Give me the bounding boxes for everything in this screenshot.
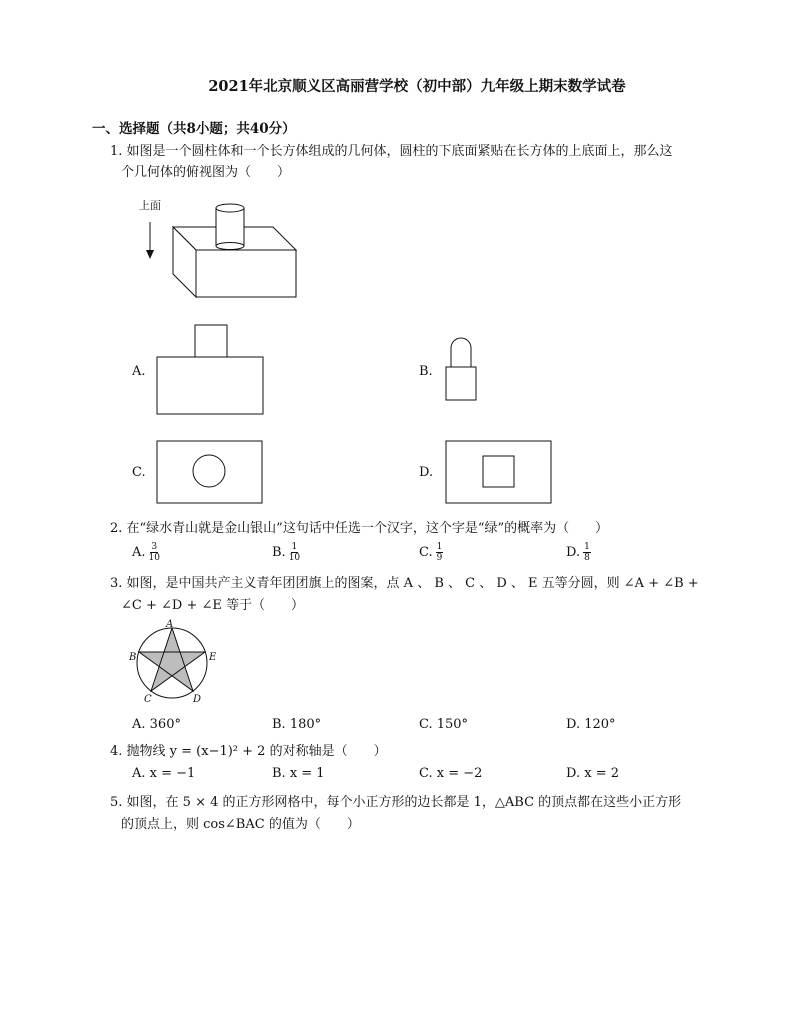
fraction: $\frac{1}{8}$ [584, 542, 590, 563]
q2-option-a[interactable]: A. $\frac{3}{10}$ [132, 542, 160, 563]
q1-option-b-label[interactable]: B. [419, 364, 433, 379]
point-label-c: C [144, 694, 152, 705]
question-5-line-1: 5. 如图，在 5 × 4 的正方形网格中，每个小正方形的边长都是 1，△ABC 的顶点都在这些小正方形 [110, 795, 682, 810]
fraction: $\frac{1}{9}$ [436, 542, 443, 563]
fraction: $\frac{1}{10}$ [288, 542, 301, 563]
question-4-text: 4. 抛物线 y = (x−1)² + 2 的对称轴是（ ） [110, 744, 387, 759]
q4-option-d[interactable]: D. x = 2 [566, 766, 619, 781]
q1-option-a-label[interactable]: A. [132, 364, 146, 379]
question-3-line-1: 3. 如图，是中国共产主义青年团团旗上的图案，点 A 、 B 、 C 、 D 、 E 五等分圆，则 ∠A + ∠B + [110, 576, 699, 591]
point-label-d: D [193, 694, 202, 705]
point-label-e: E [209, 652, 217, 663]
q4-option-c[interactable]: C. x = −2 [419, 766, 483, 781]
q2-option-b[interactable]: B. $\frac{1}{10}$ [272, 542, 301, 563]
page-title: 2021年北京顺义区高丽营学校（初中部）九年级上期末数学试卷 [208, 78, 626, 95]
point-label-a: A [166, 619, 174, 630]
figure-label-top: 上面 [139, 199, 161, 212]
point-label-b: B [129, 652, 137, 663]
q1-option-c-label[interactable]: C. [132, 465, 146, 480]
question-5-line-2: 的顶点上，则 cos∠BAC 的值为（ ） [121, 817, 360, 832]
q3-option-d[interactable]: D. 120° [566, 717, 616, 732]
q1-option-d-label[interactable]: D. [419, 465, 434, 480]
q4-option-a[interactable]: A. x = −1 [132, 766, 196, 781]
q3-option-b[interactable]: B. 180° [272, 717, 322, 732]
question-3-line-2: ∠C + ∠D + ∠E 等于（ ） [121, 598, 304, 613]
question-1-line-1: 1. 如图是一个圆柱体和一个长方体组成的几何体，圆柱的下底面紧贴在长方体的上底面上，那么这 [110, 144, 673, 159]
q2-option-d[interactable]: D. $\frac{1}{8}$ [566, 542, 590, 563]
question-2-text: 2. 在“绿水青山就是金山银山”这句话中任选一个汉字，这个字是“绿”的概率为（ ） [110, 521, 609, 536]
fraction: $\frac{3}{10}$ [148, 542, 160, 563]
question-1-line-2: 个几何体的俯视图为（ ） [121, 165, 291, 180]
q4-option-b[interactable]: B. x = 1 [272, 766, 325, 781]
q2-option-c[interactable]: C. $\frac{1}{9}$ [419, 542, 443, 563]
q3-option-c[interactable]: C. 150° [419, 717, 469, 732]
section-heading: 一、选择题（共8小题；共40分） [92, 121, 296, 137]
q3-option-a[interactable]: A. 360° [132, 717, 181, 732]
